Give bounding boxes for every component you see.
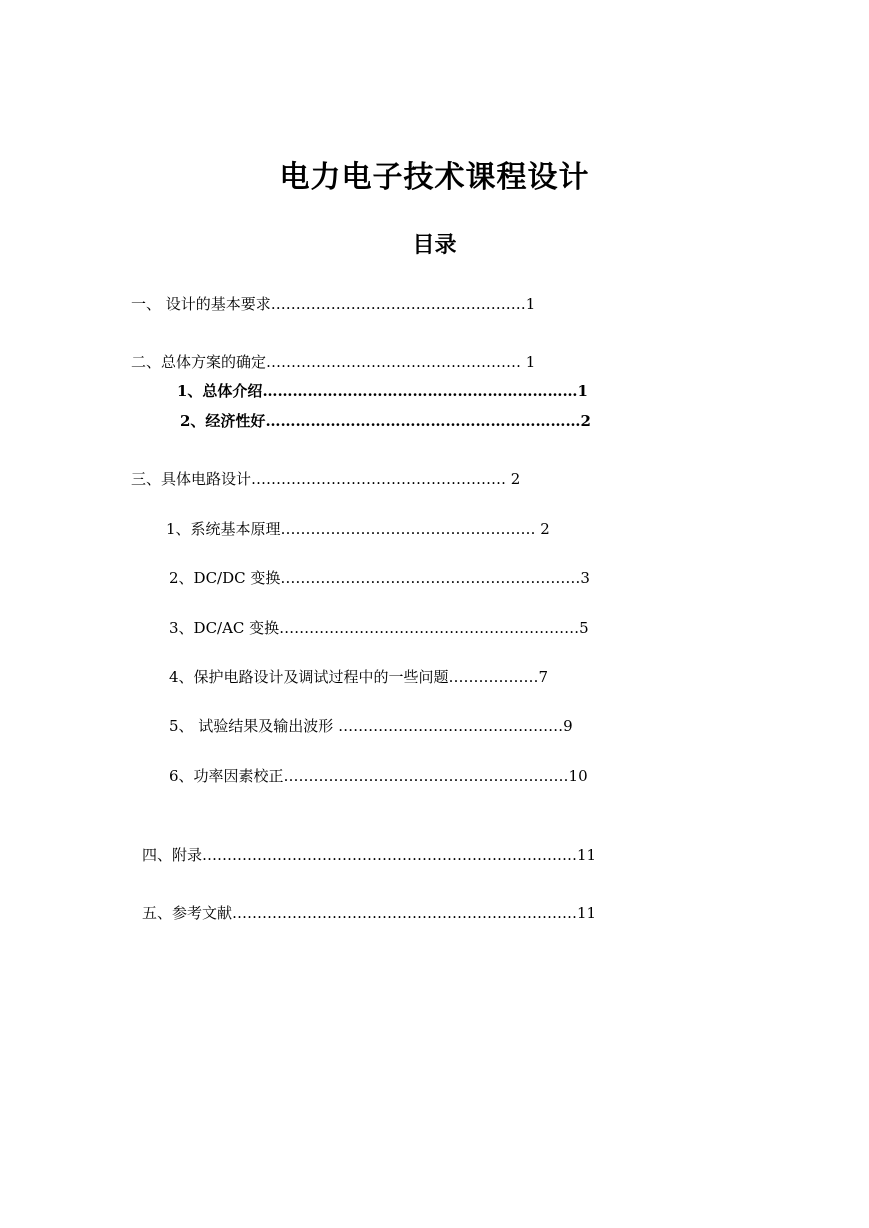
toc-entry-1: 一、 设计的基本要求……………………………………………1 bbox=[131, 295, 536, 313]
toc-entry-5: 五、参考文献……………………………………………………………11 bbox=[142, 904, 597, 922]
toc-entry-4: 四、附录…………………………………………………………………11 bbox=[142, 846, 597, 864]
toc-entry-2-1: 1、总体介绍………………………………………………………1 bbox=[177, 382, 588, 400]
toc-entry-2: 二、总体方案的确定…………………………………………… 1 bbox=[131, 353, 536, 371]
toc-entry-3-6: 6、功率因素校正…………………………………………………10 bbox=[169, 767, 588, 785]
toc-entry-3: 三、具体电路设计…………………………………………… 2 bbox=[131, 470, 521, 488]
toc-entry-3-1: 1、系统基本原理…………………………………………… 2 bbox=[166, 520, 550, 538]
toc-entry-2-2: 2、经济性好………………………………………………………2 bbox=[180, 412, 591, 430]
toc-heading: 目录 bbox=[412, 233, 457, 258]
toc-entry-3-3: 3、DC/AC 变换……………………………………………………5 bbox=[169, 619, 589, 637]
toc-entry-3-4: 4、保护电路设计及调试过程中的一些问题………………7 bbox=[169, 668, 549, 686]
document-title: 电力电子技术课程设计 bbox=[279, 160, 590, 195]
toc-entry-3-5: 5、 试验结果及输出波形 ………………………………………9 bbox=[169, 717, 573, 735]
toc-entry-3-2: 2、DC/DC 变换……………………………………………………3 bbox=[169, 569, 590, 587]
